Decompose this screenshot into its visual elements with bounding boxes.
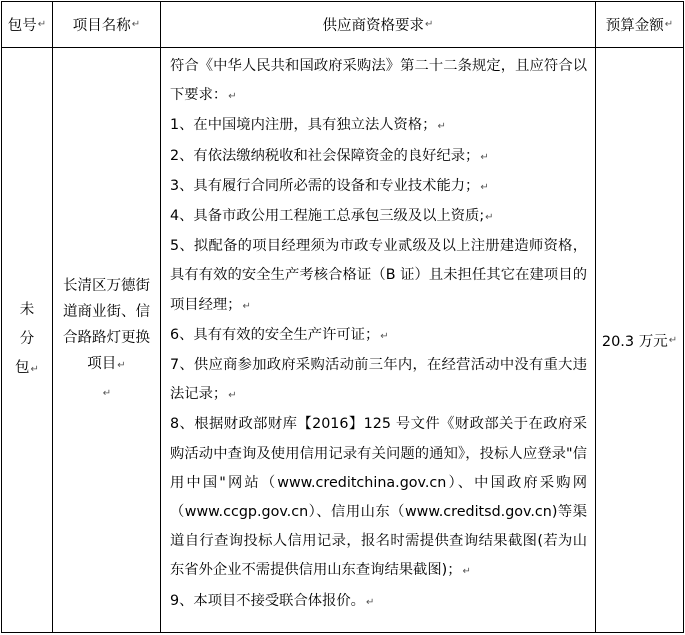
requirement-text: 8、根据财政部财库【2016】125 号文件《财政部关于在政府采购活动中查询及使用信用记录有关问题的通知》，投标人应登录"信用中国"网站（www.creditchina.gov.cn）、中国政府采购网（www.ccgp.gov.cn）、信用山东（www.creditsd.gov.cn)等渠道自行查询投标人信用记录，报名时需提供查询结果截图(若为山东省外企业不需提供信用山东查询结果截图)； [170, 416, 587, 579]
project-name-text: 长清区万德街道商业街、信合路路灯更换项目 [63, 278, 150, 372]
paragraph-mark: ↵ [37, 19, 47, 30]
requirement-text: 1、在中国境内注册，具有独立法人资格； [170, 117, 437, 134]
paragraph-mark: ↵ [228, 91, 237, 103]
budget-text: 20.3 万元 [601, 333, 668, 350]
requirement-text: 6、具有有效的安全生产许可证； [170, 326, 380, 343]
paragraph-mark: ↵ [462, 566, 471, 578]
paragraph-mark: ↵ [485, 212, 494, 224]
requirement-item [170, 111, 587, 141]
paragraph-mark: ↵ [425, 19, 434, 30]
cell-supplier-requirements [161, 48, 595, 632]
header-package-no-text: 包号 [7, 18, 37, 34]
header-package-no [2, 2, 52, 47]
requirement-item [170, 410, 587, 586]
paragraph-mark: ↵ [480, 181, 489, 193]
paragraph-mark: ↵ [102, 388, 112, 399]
paragraph-mark: ↵ [117, 360, 126, 371]
header-project-name [53, 2, 160, 47]
requirement-text: 5、拟配备的项目经理须为市政专业贰级及以上注册建造师资格，具有有效的安全生产考核合格证（B 证）且未担任其它在建项目的项目经理； [170, 238, 587, 313]
requirement-item [170, 172, 587, 202]
paragraph-mark: ↵ [242, 300, 251, 312]
header-budget [596, 2, 683, 47]
header-supplier-requirements-text: 供应商资格要求 [322, 18, 425, 34]
paragraph-mark: ↵ [437, 121, 446, 133]
header-supplier-requirements [161, 2, 595, 47]
requirement-text: 4、具备市政公用工程施工总承包三级及以上资质; [170, 208, 485, 225]
header-budget-text: 预算金额 [605, 18, 664, 34]
cell-package-no [2, 48, 52, 632]
requirement-item [170, 232, 587, 321]
paragraph-mark: ↵ [380, 330, 389, 342]
paragraph-mark: ↵ [30, 364, 39, 375]
cell-project-name [53, 48, 160, 632]
header-project-name-text: 项目名称 [72, 18, 131, 34]
requirements-intro [170, 52, 587, 111]
paragraph-mark: ↵ [480, 151, 489, 163]
cell-budget [596, 48, 683, 632]
paragraph-mark: ↵ [228, 390, 237, 402]
paragraph-mark: ↵ [668, 334, 678, 346]
package-no-text: 未 分 包 [15, 302, 35, 376]
requirement-text: 2、有依法缴纳税收和社会保障资金的良好纪录； [170, 147, 480, 164]
requirement-item [170, 321, 587, 351]
paragraph-mark: ↵ [365, 596, 375, 608]
requirement-item [170, 351, 587, 410]
requirement-text: 3、具有履行合同所必需的设备和专业技术能力； [170, 177, 480, 194]
requirements-intro-text: 符合《中华人民共和国政府采购法》第二十二条规定，且应符合以下要求： [170, 58, 587, 104]
requirement-text: 9、本项目不接受联合体报价。 [170, 592, 365, 609]
requirement-item [170, 142, 587, 172]
requirement-text: 7、供应商参加政府采购活动前三年内，在经营活动中没有重大违法记录； [170, 357, 587, 403]
requirement-item [170, 202, 587, 232]
requirements-table [1, 1, 684, 633]
paragraph-mark: ↵ [664, 19, 674, 30]
paragraph-mark: ↵ [131, 19, 141, 30]
requirement-item [170, 587, 587, 617]
